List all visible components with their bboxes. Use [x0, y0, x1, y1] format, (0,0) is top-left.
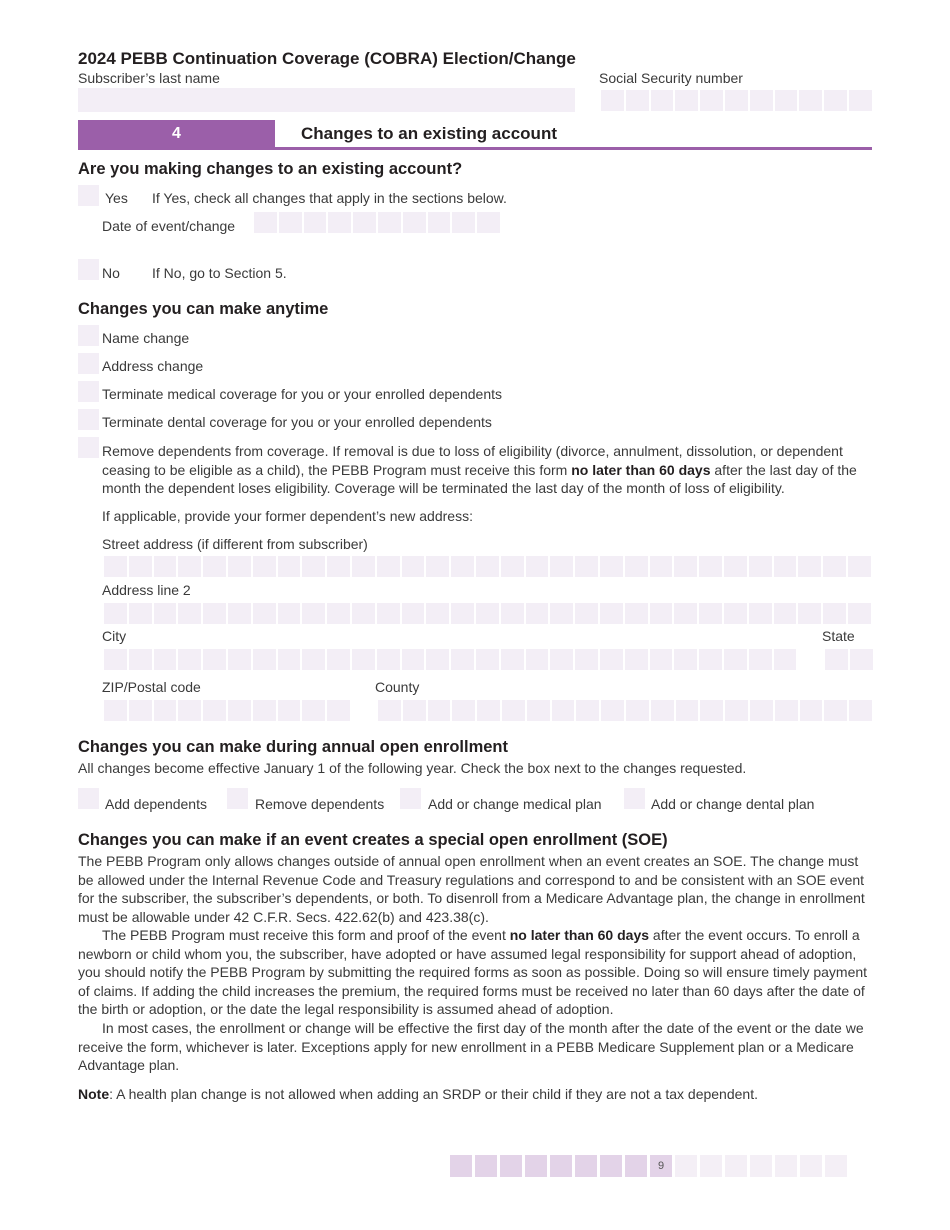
char-cell[interactable]	[228, 556, 251, 577]
char-cell[interactable]	[526, 603, 549, 624]
add-dependents-checkbox[interactable]	[78, 788, 99, 809]
dental-plan-checkbox[interactable]	[624, 788, 645, 809]
soe-paragraph-1: The PEBB Program only allows changes outside of annual open enrollment when an event creates an SOE. The change must be allowed under the Internal Revenue Code and Treasury regulations and correspond to and be consistent with an SOE event for the subscriber, the subscriber’s dependents, or both. To disenroll from a Medicare Advantage plan, the change in enrollment must be allowable under 42 C.F.R. Secs. 422.62(b) and 423.38(c).	[78, 853, 865, 925]
char-cell[interactable]	[823, 556, 846, 577]
char-cell[interactable]	[700, 700, 723, 721]
medical-plan-checkbox[interactable]	[400, 788, 421, 809]
zip-field[interactable]	[104, 700, 350, 721]
char-cell[interactable]	[254, 212, 277, 233]
county-label: County	[375, 679, 420, 695]
char-cell[interactable]	[327, 700, 350, 721]
char-cell[interactable]	[353, 212, 376, 233]
char-cell[interactable]	[724, 649, 747, 670]
event-date-field[interactable]	[254, 212, 500, 233]
char-cell[interactable]	[228, 649, 251, 670]
remove-dependents-checkbox[interactable]	[78, 437, 99, 458]
ssn-field[interactable]	[601, 90, 872, 111]
char-cell[interactable]	[402, 556, 425, 577]
section-title: Changes to an existing account	[301, 124, 557, 143]
char-cell[interactable]	[426, 603, 449, 624]
char-cell[interactable]	[824, 90, 847, 111]
char-cell[interactable]	[724, 556, 747, 577]
soe-note: Note: A health plan change is not allowed when adding an SRDP or their child if they are not a tax dependent.	[78, 1086, 758, 1102]
char-cell[interactable]	[625, 603, 648, 624]
char-cell[interactable]	[377, 649, 400, 670]
char-cell[interactable]	[650, 556, 673, 577]
char-cell[interactable]	[775, 700, 798, 721]
char-cell[interactable]	[824, 700, 847, 721]
char-cell[interactable]	[476, 603, 499, 624]
open-enrollment-heading: Changes you can make during annual open enrollment	[78, 738, 508, 756]
char-cell[interactable]	[651, 700, 674, 721]
char-cell[interactable]	[800, 700, 823, 721]
last-name-label: Subscriber’s last name	[78, 70, 220, 86]
char-cell[interactable]	[327, 556, 350, 577]
char-cell[interactable]	[129, 556, 152, 577]
terminate-dental-checkbox[interactable]	[78, 409, 99, 430]
page-strip-cell	[450, 1155, 472, 1177]
char-cell[interactable]	[848, 556, 871, 577]
char-cell[interactable]	[302, 649, 325, 670]
char-cell[interactable]	[178, 556, 201, 577]
char-cell[interactable]	[378, 700, 401, 721]
name-change-label: Name change	[102, 330, 190, 346]
char-cell[interactable]	[426, 649, 449, 670]
char-cell[interactable]	[700, 90, 723, 111]
char-cell[interactable]	[154, 556, 177, 577]
address-line2-field[interactable]	[104, 603, 871, 624]
county-field[interactable]	[378, 700, 872, 721]
char-cell[interactable]	[502, 700, 525, 721]
char-cell[interactable]	[575, 556, 598, 577]
char-cell[interactable]	[129, 603, 152, 624]
state-label: State	[822, 628, 855, 644]
char-cell[interactable]	[203, 556, 226, 577]
char-cell[interactable]	[304, 212, 327, 233]
no-checkbox[interactable]	[78, 259, 99, 280]
medical-plan-label: Add or change medical plan	[428, 796, 602, 812]
page-strip-cell	[825, 1155, 847, 1177]
name-change-checkbox[interactable]	[78, 325, 99, 346]
char-cell[interactable]	[377, 556, 400, 577]
char-cell[interactable]	[550, 603, 573, 624]
char-cell[interactable]	[774, 556, 797, 577]
char-cell[interactable]	[600, 603, 623, 624]
char-cell[interactable]	[774, 603, 797, 624]
char-cell[interactable]	[552, 700, 575, 721]
char-cell[interactable]	[428, 700, 451, 721]
char-cell[interactable]	[203, 603, 226, 624]
char-cell[interactable]	[378, 212, 401, 233]
char-cell[interactable]	[501, 649, 524, 670]
street-address-field[interactable]	[104, 556, 871, 577]
yes-note: If Yes, check all changes that apply in the sections below.	[152, 190, 507, 206]
char-cell[interactable]	[403, 700, 426, 721]
char-cell[interactable]	[477, 212, 500, 233]
char-cell[interactable]	[699, 603, 722, 624]
ssn-label: Social Security number	[599, 70, 743, 86]
char-cell[interactable]	[749, 556, 772, 577]
state-field[interactable]	[825, 649, 873, 670]
page-strip-cell	[725, 1155, 747, 1177]
no-label: No	[102, 265, 120, 281]
char-cell[interactable]	[476, 556, 499, 577]
char-cell[interactable]	[377, 603, 400, 624]
char-cell[interactable]	[476, 649, 499, 670]
page-strip-cell	[675, 1155, 697, 1177]
char-cell[interactable]	[178, 603, 201, 624]
char-cell[interactable]	[327, 603, 350, 624]
yes-label: Yes	[105, 190, 128, 206]
section-header	[78, 120, 872, 151]
former-address-note: If applicable, provide your former dependent’s new address:	[102, 508, 473, 524]
page-strip-cell	[500, 1155, 522, 1177]
char-cell[interactable]	[651, 90, 674, 111]
char-cell[interactable]	[626, 90, 649, 111]
char-cell[interactable]	[228, 603, 251, 624]
char-cell[interactable]	[601, 700, 624, 721]
last-name-field[interactable]	[78, 88, 575, 112]
char-cell[interactable]	[428, 212, 451, 233]
soe-heading: Changes you can make if an event creates a special open enrollment (SOE)	[78, 831, 668, 849]
char-cell[interactable]	[799, 90, 822, 111]
char-cell[interactable]	[674, 556, 697, 577]
char-cell[interactable]	[154, 603, 177, 624]
open-enrollment-note: All changes become effective January 1 of the following year. Check the box next to the changes requested.	[78, 760, 747, 776]
remove-dependents-oe-label: Remove dependents	[255, 796, 385, 812]
char-cell[interactable]	[302, 603, 325, 624]
terminate-medical-checkbox[interactable]	[78, 381, 99, 402]
char-cell[interactable]	[600, 649, 623, 670]
char-cell[interactable]	[798, 603, 821, 624]
page-strip-cell	[475, 1155, 497, 1177]
char-cell[interactable]	[650, 603, 673, 624]
char-cell[interactable]	[154, 700, 177, 721]
char-cell[interactable]	[823, 603, 846, 624]
char-cell[interactable]	[452, 212, 475, 233]
page-strip-cell	[550, 1155, 572, 1177]
char-cell[interactable]	[675, 90, 698, 111]
char-cell[interactable]	[402, 603, 425, 624]
section-number: 4	[78, 120, 275, 148]
char-cell[interactable]	[302, 700, 325, 721]
char-cell[interactable]	[278, 556, 301, 577]
char-cell[interactable]	[825, 649, 848, 670]
anytime-heading: Changes you can make anytime	[78, 300, 329, 318]
char-cell[interactable]	[302, 556, 325, 577]
char-cell[interactable]	[527, 700, 550, 721]
char-cell[interactable]	[849, 90, 872, 111]
page-number: 9	[650, 1155, 672, 1177]
char-cell[interactable]	[451, 603, 474, 624]
page-strip-cell	[525, 1155, 547, 1177]
char-cell[interactable]	[850, 649, 873, 670]
char-cell[interactable]	[253, 700, 276, 721]
char-cell[interactable]	[550, 556, 573, 577]
city-field[interactable]	[104, 649, 796, 670]
char-cell[interactable]	[725, 90, 748, 111]
char-cell[interactable]	[625, 556, 648, 577]
remove-dependents-oe-checkbox[interactable]	[227, 788, 248, 809]
char-cell[interactable]	[750, 700, 773, 721]
char-cell[interactable]	[203, 649, 226, 670]
remove-dependents-text: Remove dependents from coverage. If removal is due to loss of eligibility (divorce, annulment, dissolution, or dependent ceasing to be eligible as a child), the PEBB Program must receive this form no later than 60 days after the last day of the month the dependent loses eligibility. Coverage will be terminated the last day of the month of loss of eligibility.	[102, 443, 857, 497]
document-title: 2024 PEBB Continuation Coverage (COBRA) Election/Change	[78, 49, 576, 68]
char-cell[interactable]	[426, 556, 449, 577]
char-cell[interactable]	[104, 649, 127, 670]
char-cell[interactable]	[750, 90, 773, 111]
char-cell[interactable]	[674, 603, 697, 624]
char-cell[interactable]	[352, 649, 375, 670]
char-cell[interactable]	[352, 603, 375, 624]
char-cell[interactable]	[352, 556, 375, 577]
page-strip-cell	[600, 1155, 622, 1177]
char-cell[interactable]	[154, 649, 177, 670]
char-cell[interactable]	[178, 700, 201, 721]
address-change-label: Address change	[102, 358, 204, 374]
zip-label: ZIP/Postal code	[102, 679, 201, 695]
char-cell[interactable]	[104, 556, 127, 577]
char-cell[interactable]	[725, 700, 748, 721]
char-cell[interactable]	[848, 603, 871, 624]
char-cell[interactable]	[501, 603, 524, 624]
char-cell[interactable]	[228, 700, 251, 721]
yes-checkbox[interactable]	[78, 185, 99, 206]
char-cell[interactable]	[849, 700, 872, 721]
existing-account-heading: Are you making changes to an existing account?	[78, 160, 463, 178]
char-cell[interactable]	[451, 556, 474, 577]
char-cell[interactable]	[774, 649, 797, 670]
event-date-label: Date of event/change	[102, 218, 236, 234]
char-cell[interactable]	[452, 700, 475, 721]
char-cell[interactable]	[575, 603, 598, 624]
city-label: City	[102, 628, 127, 644]
char-cell[interactable]	[104, 700, 127, 721]
char-cell[interactable]	[526, 649, 549, 670]
page-strip-cell	[575, 1155, 597, 1177]
char-cell[interactable]	[477, 700, 500, 721]
page-strip-cell	[775, 1155, 797, 1177]
address-line2-label: Address line 2	[102, 582, 191, 598]
char-cell[interactable]	[402, 649, 425, 670]
char-cell[interactable]	[526, 556, 549, 577]
char-cell[interactable]	[327, 649, 350, 670]
char-cell[interactable]	[203, 700, 226, 721]
char-cell[interactable]	[253, 556, 276, 577]
page-indicator	[450, 1155, 847, 1177]
no-note: If No, go to Section 5.	[152, 265, 287, 281]
terminate-dental-label: Terminate dental coverage for you or your enrolled dependents	[102, 414, 492, 430]
char-cell[interactable]	[775, 90, 798, 111]
char-cell[interactable]	[601, 90, 624, 111]
dental-plan-label: Add or change dental plan	[651, 796, 815, 812]
char-cell[interactable]	[674, 649, 697, 670]
soe-paragraph-3: In most cases, the enrollment or change will be effective the first day of the month after the date of the event or the date we receive the form, whichever is later. Exceptions apply for new enrollment in a PEBB Medicare Supplement plan or a Medicare Advantage plan.	[78, 1020, 864, 1074]
char-cell[interactable]	[798, 556, 821, 577]
terminate-medical-label: Terminate medical coverage for you or your enrolled dependents	[102, 386, 503, 402]
char-cell[interactable]	[724, 603, 747, 624]
street-address-label: Street address (if different from subscriber)	[102, 536, 368, 552]
char-cell[interactable]	[699, 649, 722, 670]
char-cell[interactable]	[451, 649, 474, 670]
page-strip-cell	[700, 1155, 722, 1177]
char-cell[interactable]	[178, 649, 201, 670]
char-cell[interactable]	[279, 212, 302, 233]
add-dependents-label: Add dependents	[105, 796, 207, 812]
char-cell[interactable]	[699, 556, 722, 577]
char-cell[interactable]	[625, 649, 648, 670]
char-cell[interactable]	[501, 556, 524, 577]
char-cell[interactable]	[600, 556, 623, 577]
char-cell[interactable]	[403, 212, 426, 233]
char-cell[interactable]	[650, 649, 673, 670]
page-strip-cell	[750, 1155, 772, 1177]
char-cell[interactable]	[576, 700, 599, 721]
page-strip-cell	[800, 1155, 822, 1177]
char-cell[interactable]	[253, 603, 276, 624]
char-cell[interactable]	[626, 700, 649, 721]
char-cell[interactable]	[328, 212, 351, 233]
page-strip-cell	[625, 1155, 647, 1177]
char-cell[interactable]	[278, 700, 301, 721]
char-cell[interactable]	[550, 649, 573, 670]
section-rule	[78, 147, 872, 150]
char-cell[interactable]	[575, 649, 598, 670]
char-cell[interactable]	[104, 603, 127, 624]
char-cell[interactable]	[278, 649, 301, 670]
char-cell[interactable]	[253, 649, 276, 670]
soe-paragraph-2: The PEBB Program must receive this form and proof of the event no later than 60 days after the event occurs. To enroll a newborn or child whom you, the subscriber, have adopted or have assumed legal responsibility for support ahead of adoption, you should notify the PEBB Program by submitting the required forms as soon as possible. Doing so will ensure timely payment of claims. If adding the child increases the premium, the required forms must be received no later than 60 days after the date of the birth or adoption, or the date the legal responsibility is assumed ahead of adoption.	[78, 927, 868, 1018]
char-cell[interactable]	[676, 700, 699, 721]
char-cell[interactable]	[749, 603, 772, 624]
char-cell[interactable]	[749, 649, 772, 670]
char-cell[interactable]	[129, 700, 152, 721]
address-change-checkbox[interactable]	[78, 353, 99, 374]
char-cell[interactable]	[278, 603, 301, 624]
char-cell[interactable]	[129, 649, 152, 670]
